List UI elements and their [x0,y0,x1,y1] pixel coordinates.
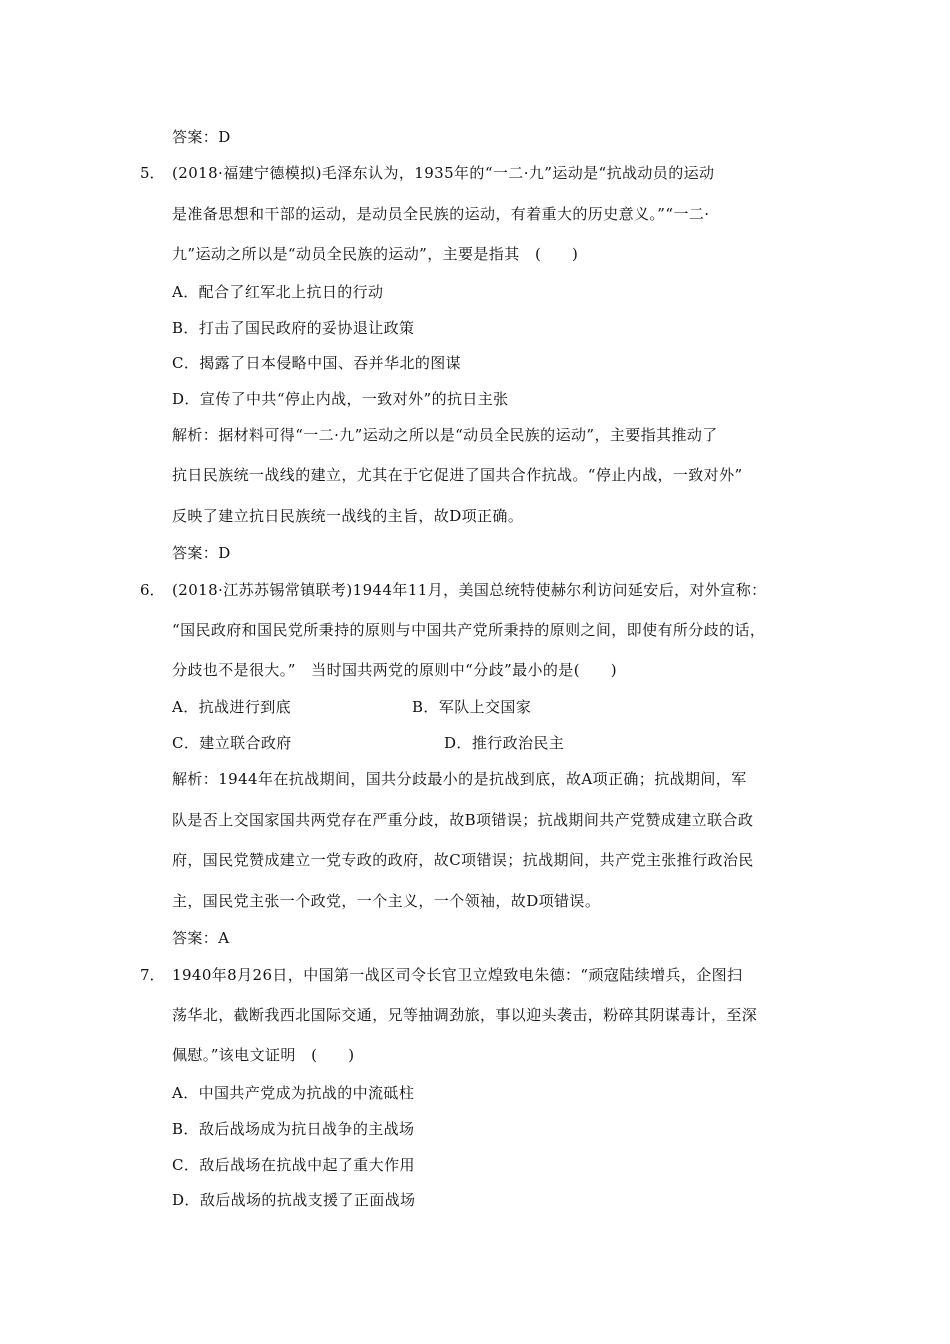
question-6-analysis-line-1: 解析：1944年在抗战期间，国共分歧最小的是抗战到底，故A项正确；抗战期间，军 [172,770,747,788]
question-5-stem-line-2: 是准备思想和干部的运动，是动员全民族的运动，有着重大的历史意义。”“一二· [172,205,710,223]
question-7-stem-line-3: 佩慰。”该电文证明 ( ) [172,1046,355,1064]
question-7-option-b: B．敌后战场成为抗日战争的主战场 [172,1120,415,1138]
question-6-stem-line-2: “国民政府和国民党所秉持的原则与中国共产党所秉持的原则之间，即使有所分歧的话， [172,621,766,639]
question-5-analysis-line-2: 抗日民族统一战线的建立，尤其在于它促进了国共合作抗战。“停止内战，一致对外” [172,466,743,484]
question-5-option-a: A．配合了红军北上抗日的行动 [172,283,384,301]
question-5-number: 5． [140,164,165,182]
question-7-number: 7． [140,966,165,984]
question-7-stem-line-1: 1940年8月26日，中国第一战区司令长官卫立煌致电朱德：“顽寇陆续增兵，企图扫 [172,966,743,984]
question-6-analysis-line-4: 主，国民党主张一个政党，一个主义，一个领袖，故D项错误。 [172,892,601,910]
question-5-option-d: D．宣传了中共“停止内战，一致对外”的抗日主张 [172,390,509,408]
question-6-stem-line-1: (2018·江苏苏锡常镇联考)1944年11月，美国总统特使赫尔利访问延安后，对外宣称： [172,581,767,599]
question-5-option-c: C．揭露了日本侵略中国、吞并华北的图谋 [172,354,462,372]
question-6-option-c: C．建立联合政府 [172,734,292,752]
question-6-option-b: B．军队上交国家 [412,698,532,716]
question-6-option-d: D．推行政治民主 [444,734,565,752]
question-6-number: 6． [140,581,165,599]
question-5-analysis-line-3: 反映了建立抗日民族统一战线的主旨，故D项正确。 [172,507,524,525]
question-5-stem-line-3: 九”运动之所以是“动员全民族的运动”，主要是指其 ( ) [172,245,579,263]
question-5-stem-line-1: (2018·福建宁德模拟)毛泽东认为，1935年的“一二·九”运动是“抗战动员的运动 [172,164,715,182]
question-5-answer: 答案：D [172,544,231,562]
answer-previous: 答案：D [172,128,231,146]
question-6-analysis-line-2: 队是否上交国家国共两党存在严重分歧，故B项错误；抗战期间共产党赞成建立联合政 [172,811,754,829]
question-6-answer: 答案：A [172,929,230,947]
question-7-option-d: D．敌后战场的抗战支援了正面战场 [172,1191,416,1209]
question-6-analysis-line-3: 府，国民党赞成建立一党专政的政府，故C项错误；抗战期间，共产党主张推行政治民 [172,851,754,869]
question-7-stem-line-2: 荡华北，截断我西北国际交通，兄等抽调劲旅，事以迎头袭击，粉碎其阴谋毒计，至深 [172,1006,758,1024]
question-7-option-a: A．中国共产党成为抗战的中流砥柱 [172,1084,415,1102]
question-5-option-b: B．打击了国民政府的妥协退让政策 [172,319,415,337]
question-6-option-a: A．抗战进行到底 [172,698,292,716]
question-6-stem-line-3: 分歧也不是很大。” 当时国共两党的原则中“分歧”最小的是( ) [172,661,618,679]
question-5-analysis-line-1: 解析：据材料可得“一二·九”运动之所以是“动员全民族的运动”，主要指其推动了 [172,426,718,444]
question-7-option-c: C．敌后战场在抗战中起了重大作用 [172,1156,415,1174]
